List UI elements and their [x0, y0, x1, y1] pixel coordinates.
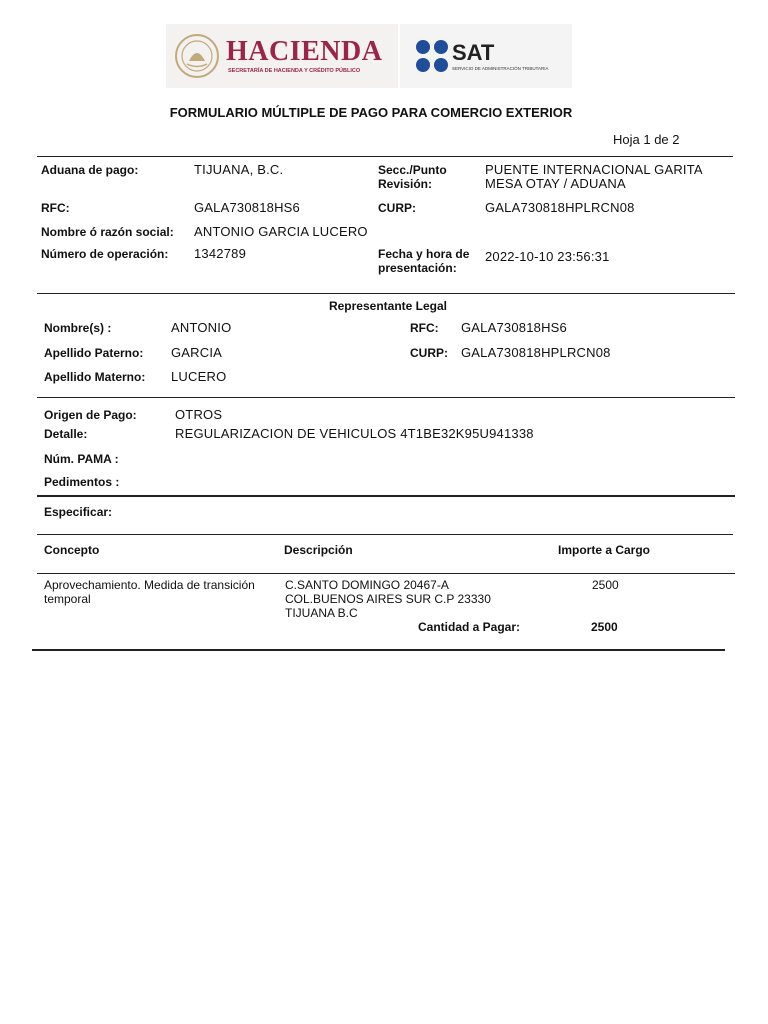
mexico-seal-icon — [174, 33, 220, 79]
concepto-line-2: temporal — [44, 592, 91, 606]
pama-label: Núm. PAMA : — [44, 452, 119, 466]
concepto-line-1: Aprovechamiento. Medida de transición — [44, 578, 255, 592]
nombre-value: ANTONIO GARCIA LUCERO — [194, 224, 368, 239]
total-label: Cantidad a Pagar: — [418, 620, 521, 634]
rep-materno-value: LUCERO — [171, 369, 227, 384]
descripcion-line-1: C.SANTO DOMINGO 20467-A — [285, 578, 449, 592]
rep-paterno-value: GARCIA — [171, 345, 223, 360]
sat-dots-icon — [415, 39, 449, 73]
origen-value: OTROS — [175, 407, 223, 422]
rep-nombres-label: Nombre(s) : — [44, 321, 112, 335]
aduana-value: TIJUANA, B.C. — [194, 162, 284, 177]
detalle-label: Detalle: — [44, 427, 88, 441]
hacienda-subtitle: SECRETARÍA DE HACIENDA Y CRÉDITO PÚBLICO — [228, 68, 361, 74]
detalle-value: REGULARIZACION DE VEHICULOS 4T1BE32K95U941338 — [175, 426, 534, 441]
divider — [37, 534, 733, 535]
hacienda-wordmark: HACIENDA — [226, 36, 383, 67]
descripcion-line-3: TIJUANA B.C — [285, 606, 358, 620]
sat-logo — [400, 24, 572, 88]
rep-rfc-value: GALA730818HS6 — [461, 320, 567, 335]
divider — [37, 573, 735, 574]
rep-curp-value: GALA730818HPLRCN08 — [461, 345, 611, 360]
divider — [37, 495, 735, 497]
rep-curp-label: CURP: — [410, 346, 448, 360]
hacienda-logo — [166, 24, 398, 88]
secc-label-1: Secc./Punto — [378, 163, 447, 177]
especificar-label: Especificar: — [44, 505, 113, 519]
col-header-importe: Importe a Cargo — [558, 543, 651, 557]
curp-value: GALA730818HPLRCN08 — [485, 200, 635, 215]
representante-title: Representante Legal — [328, 299, 448, 313]
sat-wordmark: SAT — [452, 40, 495, 65]
secc-value-1: PUENTE INTERNACIONAL GARITA — [485, 162, 703, 177]
divider — [32, 649, 725, 651]
origen-label: Origen de Pago: — [44, 408, 137, 422]
rep-rfc-label: RFC: — [410, 321, 439, 335]
secc-label-2: Revisión: — [378, 177, 433, 191]
total-value: 2500 — [591, 620, 618, 634]
fecha-label-1: Fecha y hora de — [378, 247, 470, 261]
fecha-label-2: presentación: — [378, 261, 457, 275]
sat-subtitle: SERVICIO DE ADMINISTRACIÓN TRIBUTARIA — [452, 66, 549, 71]
importe-value: 2500 — [592, 578, 619, 592]
fecha-value: 2022-10-10 23:56:31 — [485, 249, 610, 264]
rep-materno-label: Apellido Materno: — [44, 370, 146, 384]
divider — [37, 293, 735, 294]
divider — [37, 156, 733, 157]
rfc-value: GALA730818HS6 — [194, 200, 300, 215]
aduana-label: Aduana de pago: — [41, 163, 139, 177]
page-number: Hoja 1 de 2 — [613, 132, 680, 147]
curp-label: CURP: — [378, 201, 416, 215]
descripcion-line-2: COL.BUENOS AIRES SUR C.P 23330 — [285, 592, 491, 606]
rep-nombres-value: ANTONIO — [171, 320, 232, 335]
rep-paterno-label: Apellido Paterno: — [44, 346, 144, 360]
operacion-label: Número de operación: — [41, 247, 169, 261]
nombre-label: Nombre ó razón social: — [41, 225, 174, 239]
rfc-label: RFC: — [41, 201, 70, 215]
secc-value-2: MESA OTAY / ADUANA — [485, 176, 626, 191]
divider — [37, 397, 735, 398]
operacion-value: 1342789 — [194, 246, 247, 261]
col-header-concepto: Concepto — [44, 543, 100, 557]
col-header-descripcion: Descripción — [284, 543, 353, 557]
form-title: FORMULARIO MÚLTIPLE DE PAGO PARA COMERCIO EXTERIOR — [169, 105, 573, 120]
pedimentos-label: Pedimentos : — [44, 475, 120, 489]
